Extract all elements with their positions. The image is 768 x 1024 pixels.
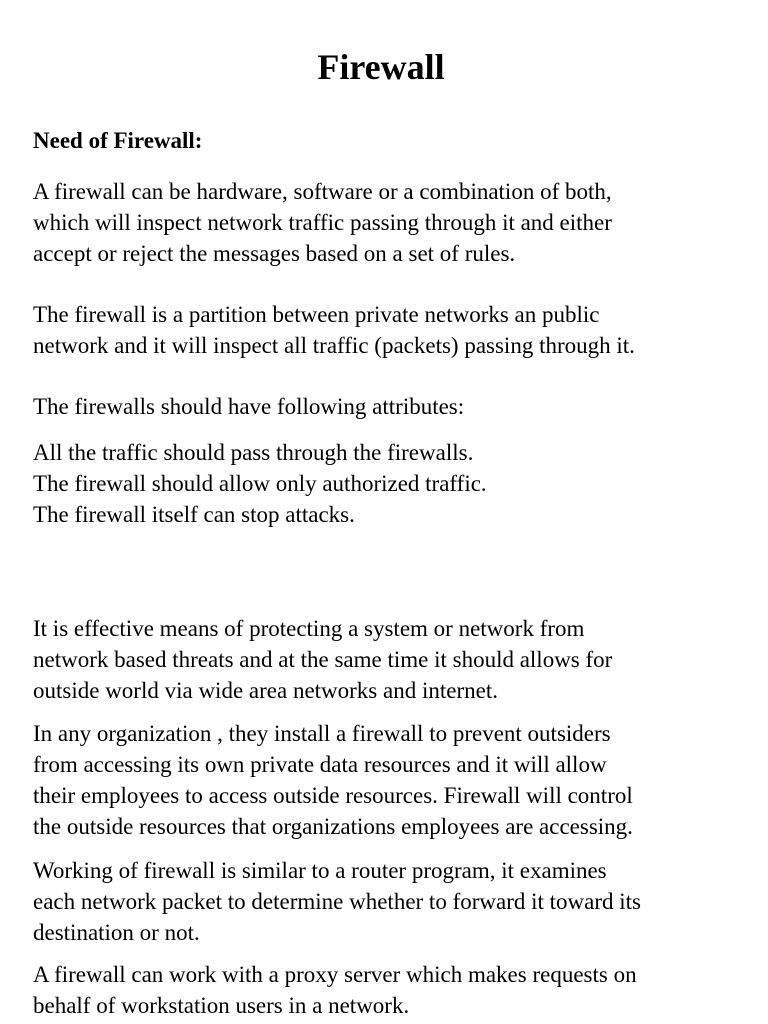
paragraph-partition: The firewall is a partition between private networks an public network and it will inspect all traffic (packets) passing through it. bbox=[33, 302, 635, 358]
paragraph-definition: A firewall can be hardware, software or a combination of both, which will inspect network traffic passing through it and either accept or reject the messages based on a set of rules. bbox=[33, 179, 612, 266]
paragraph-working: Working of firewall is similar to a router program, it examines each network packet to determine whether to forward it toward its destination or not. bbox=[33, 858, 641, 945]
paragraph-organization: In any organization , they install a firewall to prevent outsiders from accessing its own private data resources and it will allow their employees to access outside resources. Firewall will control the outside resources that organizations employees are accessing. bbox=[33, 721, 633, 839]
paragraph-attributes-intro: The firewalls should have following attributes: bbox=[33, 394, 465, 419]
paragraph-proxy-server: A firewall can work with a proxy server which makes requests on behalf of workstation users in a network. bbox=[33, 962, 637, 1018]
section-heading: Need of Firewall: bbox=[33, 128, 203, 153]
page-title: Firewall bbox=[317, 47, 445, 87]
paragraph-attributes-list: All the traffic should pass through the firewalls. The firewall should allow only authorized traffic. The firewall itself can stop attacks. bbox=[33, 440, 487, 527]
paragraph-effective-means: It is effective means of protecting a system or network from network based threats and at the same time it should allows for outside world via wide area networks and internet. bbox=[33, 616, 613, 703]
